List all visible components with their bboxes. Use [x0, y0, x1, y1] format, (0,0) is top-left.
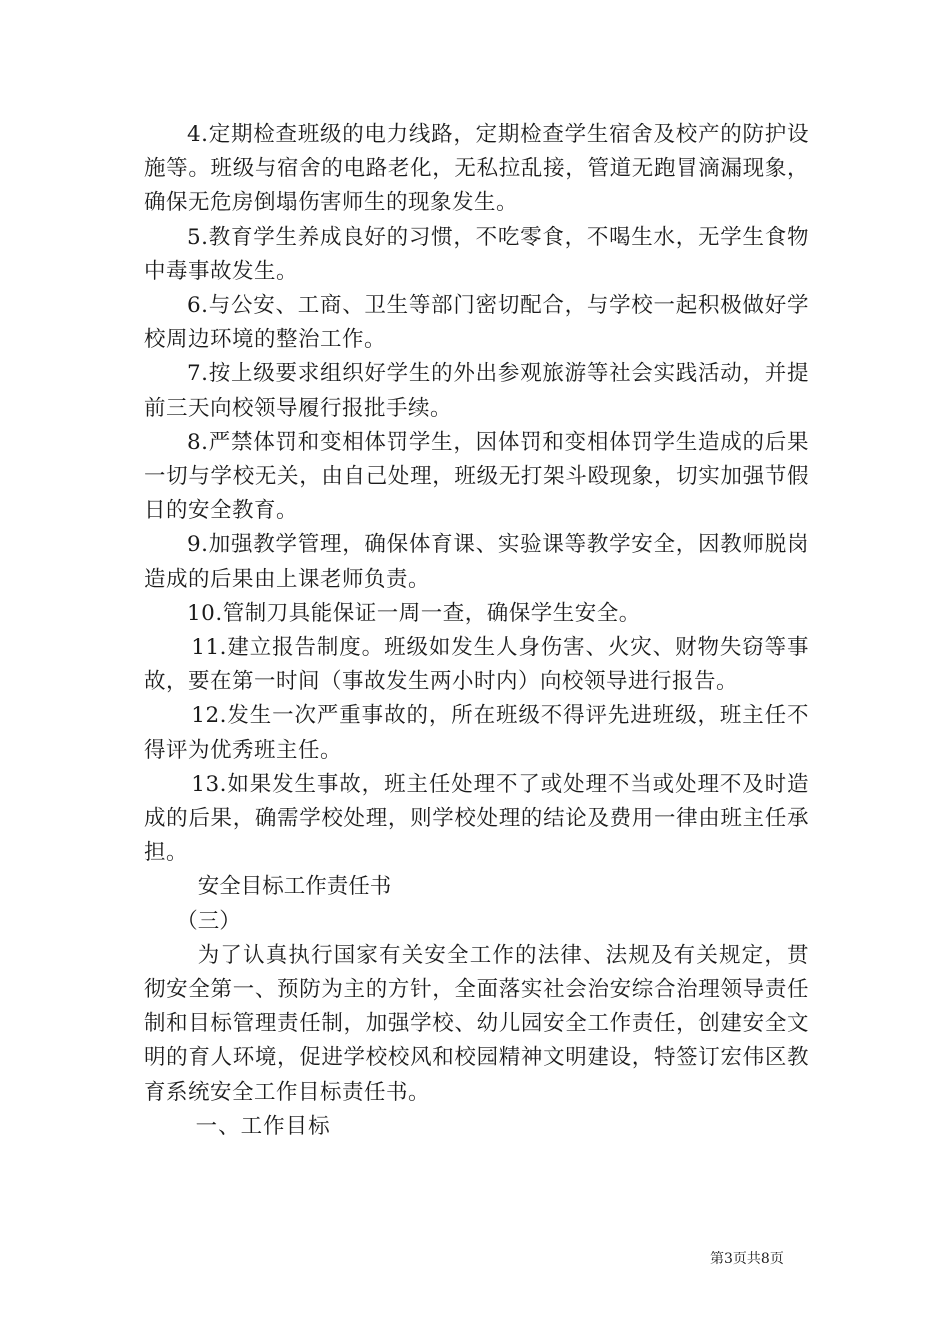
document-page: [144, 118, 809, 1144]
intro-paragraph: 为了认真执行国家有关安全工作的法律、法规及有关规定，贯彻安全第一、预防为主的方针，全面落实社会治安综合治理领导责任制和目标管理责任制，加强学校、幼儿园安全工作责任，创建安全文明的育人环境，促进学校校风和校园精神文明建设，特签订宏伟区教育系统安全工作目标责任书。: [144, 942, 809, 1105]
list-item-4: 4.定期检查班级的电力线路，定期检查学生宿舍及校产的防护设施等。班级与宿舍的电路老化，无私拉乱接，管道无跑冒滴漏现象，确保无危房倒塌伤害师生的现象发生。: [144, 122, 809, 216]
list-item-6: 6.与公安、工商、卫生等部门密切配合，与学校一起积极做好学校周边环境的整治工作。: [144, 293, 809, 353]
list-item-13: 13.如果发生事故，班主任处理不了或处理不当或处理不及时造成的后果，确需学校处理，则学校处理的结论及费用一律由班主任承担。: [144, 771, 809, 866]
section-heading: 一、工作目标: [195, 1113, 331, 1139]
page-number: 第3页共8页: [710, 1251, 784, 1267]
list-item-5: 5.教育学生养成良好的习惯，不吃零食，不喝生水，无学生食物中毒事故发生。: [144, 224, 809, 284]
list-item-12: 12.发生一次严重事故的，所在班级不得评先进班级，班主任不得评为优秀班主任。: [144, 703, 809, 763]
document-title: 安全目标工作责任书: [197, 874, 392, 900]
list-item-8: 8.严禁体罚和变相体罚学生，因体罚和变相体罚学生造成的后果一切与学校无关，由自己处理，班级无打架斗殴现象，切实加强节假日的安全教育。: [144, 429, 809, 524]
list-item-10: 10.管制刀具能保证一周一查，确保学生安全。: [187, 600, 641, 626]
document-subtitle: （三）: [176, 908, 241, 934]
list-item-7: 7.按上级要求组织好学生的外出参观旅游等社会实践活动，并提前三天向校领导履行报批手续。: [144, 361, 809, 421]
list-item-9: 9.加强教学管理，确保体育课、实验课等教学安全，因教师脱岗造成的后果由上课老师负责。: [144, 532, 809, 592]
list-item-11: 11.建立报告制度。班级如发生人身伤害、火灾、财物失窃等事故，要在第一时间（事故发生两小时内）向校领导进行报告。: [144, 635, 809, 695]
